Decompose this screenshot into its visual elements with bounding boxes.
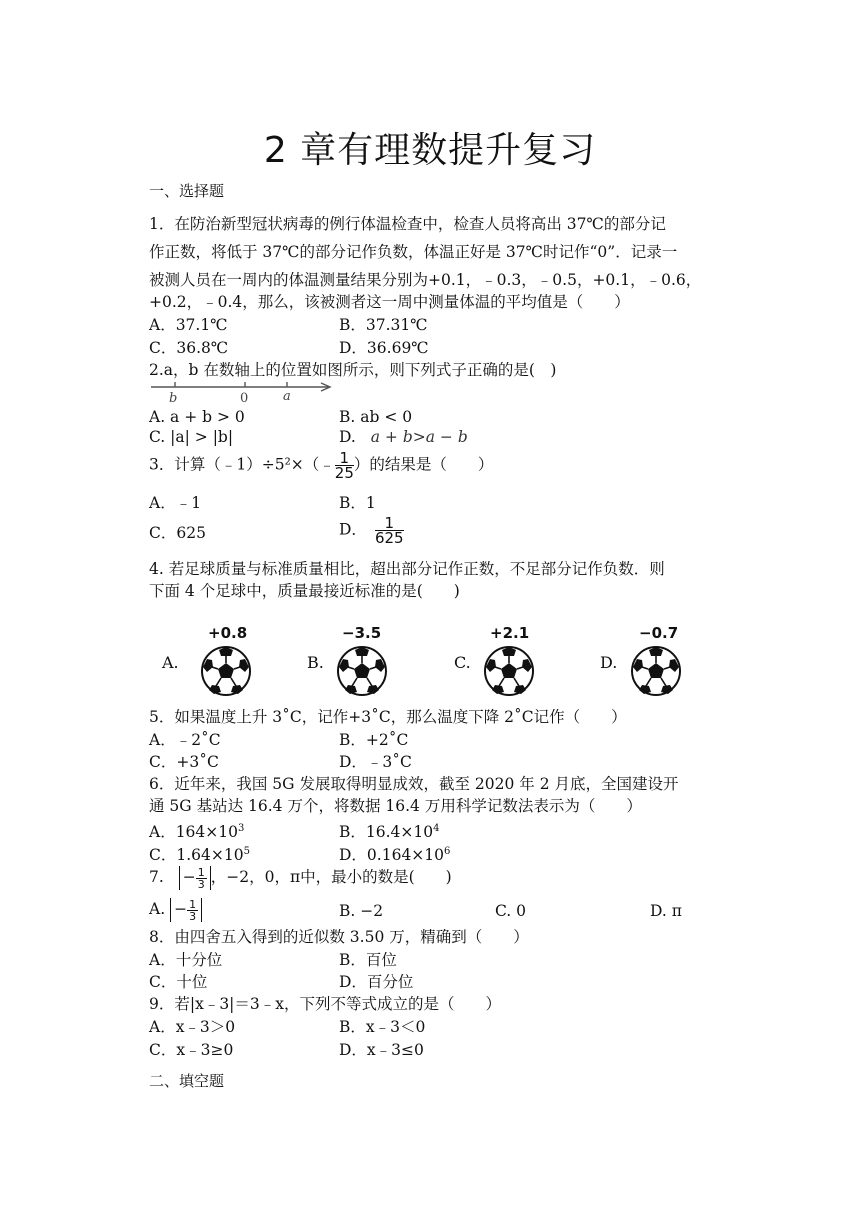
q6-option-a-exp: 3: [238, 823, 245, 834]
q6-option-a-base: A．164×10: [149, 823, 238, 842]
q4-line-2: 下面 4 个足球中，质量最接近标准的是( ): [149, 582, 460, 600]
q7-option-a: [149, 898, 202, 922]
q9-option-a: A．x﹣3＞0: [149, 1018, 236, 1036]
q3-fraction-num: 1: [335, 451, 354, 466]
q6-option-c-exp: 5: [243, 846, 250, 857]
football-mass-value: +2.1: [490, 624, 530, 642]
q1-line-1: 1．在防治新型冠状病毒的例行体温检查中，检查人员将高出 37℃的部分记: [149, 215, 666, 233]
q3-option-b: B．1: [339, 494, 376, 512]
q7-option-a-abs: [170, 898, 202, 922]
number-line: [149, 381, 334, 405]
q3-text: [149, 451, 493, 480]
football-option-label: C.: [454, 653, 471, 672]
q4-line-1: 4. 若足球质量与标准质量相比，超出部分记作正数，不足部分记作负数．则: [149, 560, 665, 578]
page-title: 2 章有理数提升复习: [263, 130, 597, 171]
q7-abs-den: 3: [197, 877, 205, 891]
q9-option-b: B．x﹣3＜0: [339, 1018, 426, 1036]
football-mass-value: −0.7: [639, 624, 679, 642]
q3-option-d-den: 625: [374, 529, 404, 547]
q9-text: 9．若|x﹣3|＝3﹣x，下列不等式成立的是（ ）: [149, 995, 502, 1013]
q6-option-a: [149, 818, 244, 843]
q2-option-a: A. a + b > 0: [149, 408, 245, 426]
q2-option-d-prefix: D.: [339, 428, 356, 446]
q6-option-b-exp: 4: [433, 823, 440, 834]
q7-option-a-den: 3: [189, 909, 197, 923]
q9-option-c: C．x﹣3≥0: [149, 1041, 234, 1059]
q3-fraction: [335, 451, 354, 480]
number-line-label-0: 0: [240, 391, 249, 405]
q6-option-b: [339, 818, 440, 843]
q1-line-2: 作正数，将低于 37℃的部分记作负数，体温正好是 37℃时记作“0”．记录一: [149, 243, 678, 261]
q3-text-post: ）的结果是（ ）: [353, 455, 494, 474]
q6-line-2: 通 5G 基站达 16.4 万个，将数据 16.4 万用科学记数法表示为（ ）: [149, 797, 642, 815]
q2-text: 2.a，b 在数轴上的位置如图所示，则下列式子正确的是( ): [149, 361, 557, 379]
football-option-label: A.: [162, 653, 179, 672]
q2-option-d: [339, 426, 468, 448]
q8-option-d: D．百分位: [339, 973, 414, 991]
q3-option-c: C．625: [149, 524, 206, 542]
q5-text: 5．如果温度上升 3˚C，记作+3˚C，那么温度下降 2˚C记作（ ）: [149, 708, 627, 726]
q3-text-pre: 3．计算（﹣1）÷5²×（﹣: [149, 455, 335, 474]
number-line-label-a: a: [283, 389, 291, 404]
q7-option-a-neg: −: [174, 900, 188, 919]
q7-abs-fraction: [196, 867, 207, 890]
football-icon: [483, 645, 535, 701]
q3-option-d-num: 1: [375, 516, 404, 531]
q6-option-d: [339, 841, 450, 866]
q3-option-d: [339, 516, 404, 545]
q7-option-b: B. −2: [339, 902, 384, 920]
q7-prefix: 7.: [149, 868, 164, 886]
q3-fraction-den: 25: [334, 464, 354, 482]
q7-option-c: C. 0: [495, 902, 527, 920]
q6-option-c-base: C．1.64×10: [149, 846, 244, 865]
football-option-label: D.: [600, 653, 618, 672]
q8-option-c: C．十位: [149, 973, 208, 991]
q8-text: 8．由四舍五入得到的近似数 3.50 万，精确到（ ）: [149, 928, 529, 946]
q1-option-a: A．37.1℃: [149, 316, 228, 334]
q3-option-d-fraction: [375, 516, 404, 545]
q7-option-a-fraction: [187, 899, 198, 922]
football-icon: [630, 645, 682, 701]
q7-post: ，−2，0，π中，最小的数是( ): [210, 868, 452, 886]
q6-option-d-base: D．0.164×10: [339, 846, 445, 865]
q1-line-4: +0.2，﹣0.4，那么，该被测者这一周中测量体温的平均值是（ ）: [149, 293, 630, 311]
football-option-label: B.: [307, 653, 324, 672]
q5-option-c: C．+3˚C: [149, 753, 219, 771]
football-icon: [336, 645, 388, 701]
q1-option-c: C．36.8℃: [149, 339, 229, 357]
section-heading-choice: 一、选择题: [149, 182, 225, 200]
q2-option-c: C. |a| > |b|: [149, 428, 234, 446]
q6-option-d-exp: 6: [444, 846, 451, 857]
q6-line-1: 6．近年来，我国 5G 发展取得明显成效，截至 2020 年 2 月底，全国建设开: [149, 775, 679, 793]
q6-option-b-base: B．16.4×10: [339, 823, 434, 842]
q2-option-d-expr: a + b>a − b: [370, 428, 468, 446]
q3-option-d-prefix: D．: [339, 520, 367, 539]
q5-option-a: A．﹣2˚C: [149, 731, 221, 749]
q7-text: [149, 866, 452, 890]
q1-option-d: D．36.69℃: [339, 339, 429, 357]
q7-option-a-prefix: A.: [149, 900, 166, 918]
football-mass-value: −3.5: [342, 624, 382, 642]
q6-option-c: [149, 841, 250, 866]
football-mass-value: +0.8: [208, 624, 248, 642]
q9-option-d: D．x﹣3≤0: [339, 1041, 424, 1059]
football-icon: [200, 645, 252, 701]
q5-option-b: B．+2˚C: [339, 731, 409, 749]
number-line-label-b: b: [169, 391, 178, 405]
q1-option-b: B．37.31℃: [339, 316, 428, 334]
q3-option-a: A．﹣1: [149, 494, 202, 512]
q8-option-a: A．十分位: [149, 951, 223, 969]
q7-option-a-num: 1: [189, 897, 197, 911]
q5-option-d: D．﹣3˚C: [339, 753, 412, 771]
q7-abs-value: [179, 866, 211, 890]
q2-option-b: B. ab < 0: [339, 408, 413, 426]
q8-option-b: B．百位: [339, 951, 397, 969]
section-heading-fill: 二、填空题: [149, 1072, 225, 1090]
q7-abs-neg: −: [182, 868, 196, 887]
q1-line-3: 被测人员在一周内的体温测量结果分别为+0.1，﹣0.3，﹣0.5，+0.1，﹣0.6，: [149, 271, 702, 289]
q7-option-d: D. π: [650, 902, 682, 920]
q7-abs-num: 1: [197, 865, 205, 879]
